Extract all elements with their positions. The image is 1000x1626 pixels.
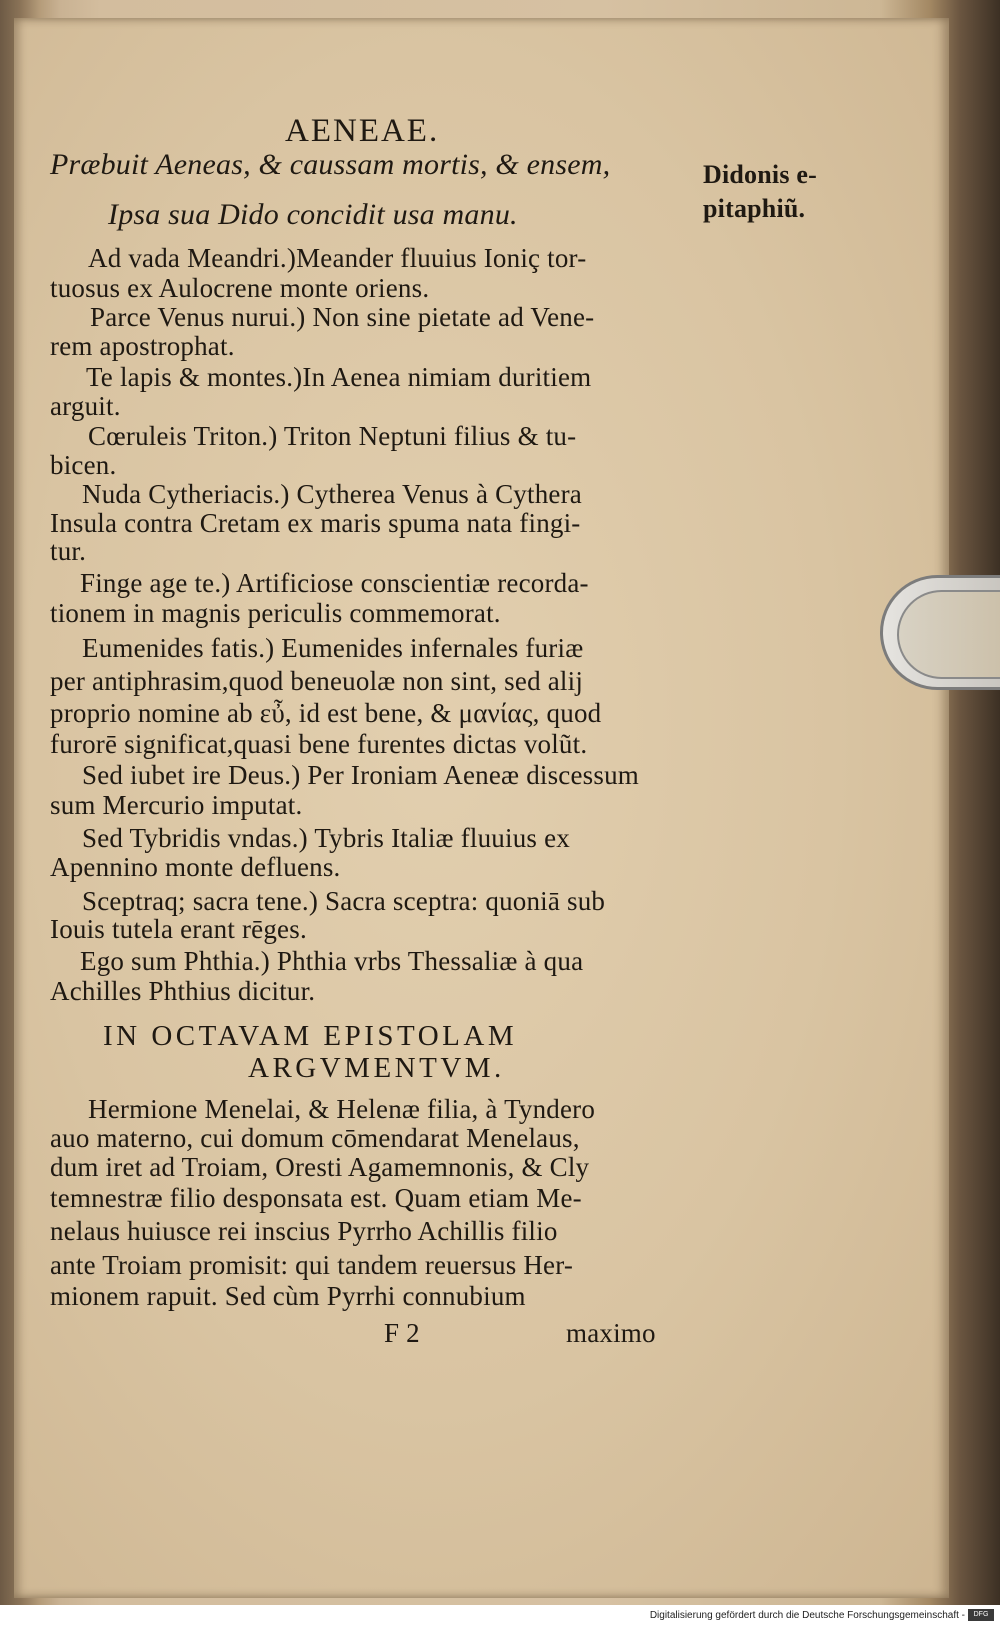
commentary-line: arguit. [50,391,121,421]
signature-mark: F 2 [384,1318,420,1348]
commentary-line: sum Mercurio imputat. [50,790,303,820]
commentary-line: Parce Venus nurui.) Non sine pietate ad Vene- [90,302,595,332]
commentary-line: Finge age te.) Artificiose conscientiæ recorda- [80,568,589,598]
commentary-line: tuosus ex Aulocrene monte oriens. [50,273,430,303]
argument-line: ante Troiam promisit: qui tandem reuersus Her- [50,1250,574,1280]
commentary-line: furorē significat,quasi bene furentes dictas volũt. [50,729,588,759]
commentary-line: Nuda Cytheriacis.) Cytherea Venus à Cythera [82,479,582,509]
footer-bar [0,1605,1000,1626]
argument-line: dum iret ad Troiam, Oresti Agamemnonis, & Cly [50,1152,590,1182]
commentary-line: Achilles Phthius dicitur. [50,976,316,1006]
dfg-logo: DFG [968,1609,994,1621]
section-title: ARGVMENTVM. [248,1052,505,1084]
commentary-line: bicen. [50,450,117,480]
commentary-line: Iouis tutela erant rēges. [50,914,307,944]
argument-line: mionem rapuit. Sed cùm Pyrrhi connubium [50,1281,526,1311]
page-clip-inner [897,590,1000,679]
footer-credit: Digitalisierung gefördert durch die Deutsche Forschungsgemeinschaft - [649,1610,965,1621]
running-header: AENEAE. [285,113,440,149]
verse-line: Ipsa sua Dido concidit usa manu. [108,198,518,231]
catchword: maximo [566,1318,656,1348]
argument-line: nelaus huiusce rei inscius Pyrrho Achillis filio [50,1216,558,1246]
commentary-line: Sed iubet ire Deus.) Per Ironiam Aeneæ discessum [82,760,639,790]
commentary-line: Apennino monte defluens. [50,852,341,882]
commentary-line: per antiphrasim,quod beneuolæ non sint, sed alij [50,666,584,696]
commentary-line: proprio nomine ab εὖ, id est bene, & μανίας, quod [50,698,602,728]
margin-note: pitaphiũ. [703,194,806,223]
margin-note: Didonis e- [703,160,817,189]
commentary-line: rem apostrophat. [50,331,235,361]
argument-line: auo materno, cui domum cōmendarat Menelaus, [50,1123,580,1153]
commentary-line: tionem in magnis periculis commemorat. [50,598,501,628]
commentary-line: Sceptraq; sacra tene.) Sacra sceptra: quoniā sub [82,886,606,916]
commentary-line: Ad vada Meandri.)Meander fluuius Ioniç tor- [88,243,587,273]
argument-line: temnestræ filio desponsata est. Quam etiam Me- [50,1183,582,1213]
page-clip [880,575,1000,690]
section-title: IN OCTAVAM EPISTOLAM [103,1020,518,1052]
commentary-line: Eumenides fatis.) Eumenides infernales furiæ [82,633,584,663]
commentary-line: Insula contra Cretam ex maris spuma nata fingi- [50,508,581,538]
commentary-line: Ego sum Phthia.) Phthia vrbs Thessaliæ à qua [80,946,584,976]
commentary-line: Sed Tybridis vndas.) Tybris Italiæ fluuius ex [82,823,570,853]
commentary-line: Cœruleis Triton.) Triton Neptuni filius & tu- [88,421,577,451]
argument-line: Hermione Menelai, & Helenæ filia, à Tyndero [88,1094,596,1124]
commentary-line: tur. [50,536,87,566]
verse-line: Præbuit Aeneas, & caussam mortis, & ensem, [50,148,611,181]
commentary-line: Te lapis & montes.)In Aenea nimiam duritiem [86,362,592,392]
